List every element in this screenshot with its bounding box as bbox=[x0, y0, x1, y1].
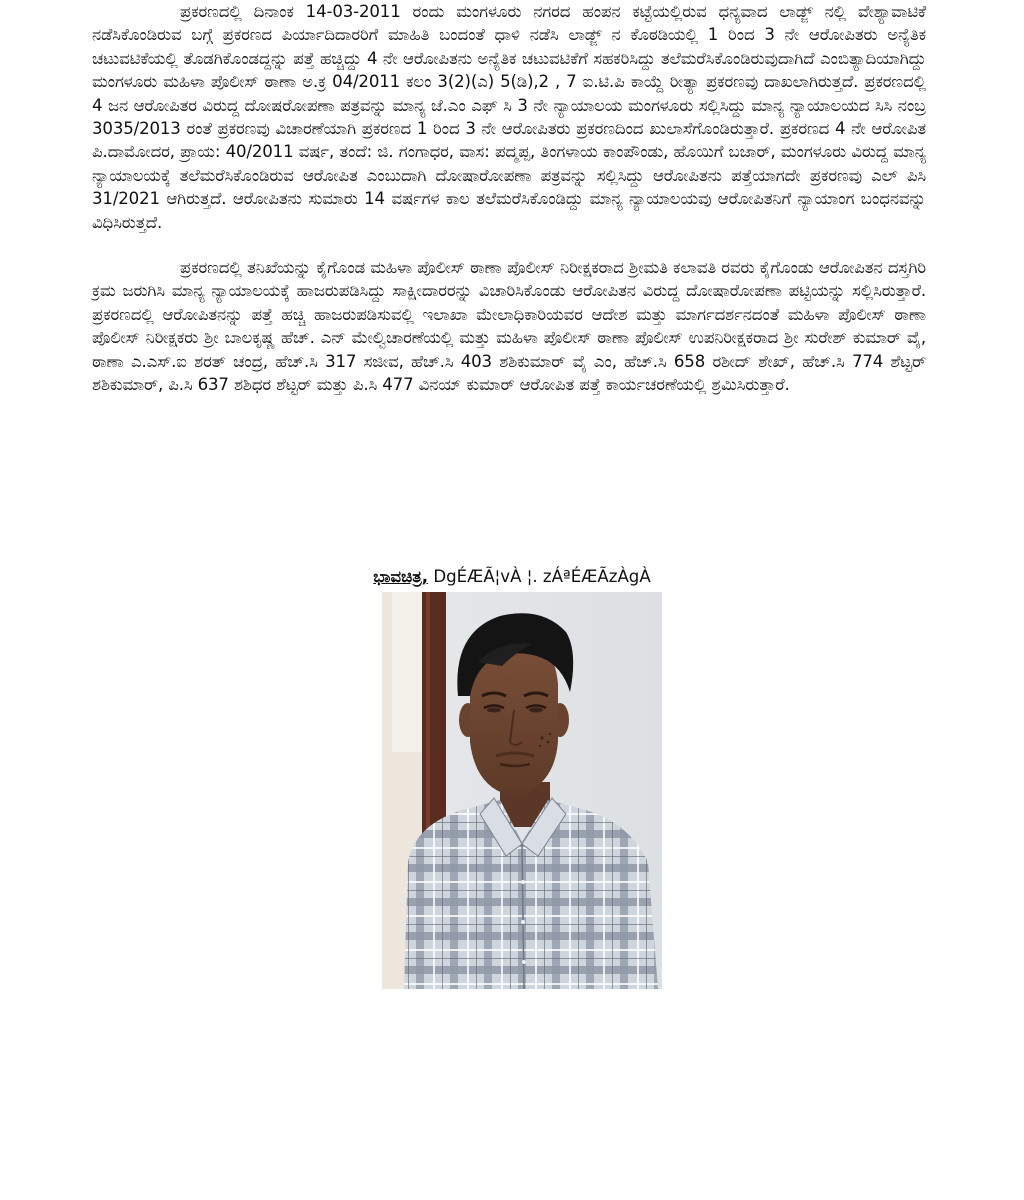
caption-title: ಭಾವಚಿತ್ರ, bbox=[373, 567, 429, 586]
accused-portrait-illustration bbox=[382, 592, 662, 989]
accused-photo bbox=[382, 592, 662, 989]
paragraph-case-details: ಪ್ರಕರಣದಲ್ಲಿ ದಿನಾಂಕ 14-03-2011 ರಂದು ಮಂಗಳೂರು ನಗರದ ಹಂಪನ ಕಟ್ಟೆಯಲ್ಲಿರುವ ಧನ್ಯವಾದ ಲಾಡ್ಜ್ ನಲ್ಲಿ ವೇಶ್ಯಾವಾಟಿಕೆ ನಡೆಸಿಕೊಂಡಿರುವ ಬಗ್ಗೆ ಪ್ರಕರಣದ ಪಿರ್ಯಾದಿದಾರರಿಗೆ ಮಾಹಿತಿ ಬಂದಂತೆ ಧಾಳಿ ನಡೆಸಿ ಲಾಡ್ಜ್ ನ ಕೊಠಡಿಯಲ್ಲಿ 1 ರಿಂದ 3 ನೇ ಆರೋಪಿತರು ಅನ್ಯೆತಿಕ ಚಟುವಟಿಕೆಯಲ್ಲಿ ತೊಡಗಿಕೊಂಡದ್ದನ್ನು ಪತ್ತೆ ಹಚ್ಚಿದ್ದು 4 ನೇ ಆರೋಪಿತನು ಅನ್ಯೆತಿಕ ಚಟುವಟಿಕೆಗೆ ಸಹಕರಿಸಿದ್ದು ತಲೆಮರೆಸಿಕೊಂಡಿರುವುದಾಗಿದೆ ಎಂಬಿತ್ಯಾದಿಯಾಗಿದ್ದು ಮಂಗಳೂರು ಮಹಿಳಾ ಪೊಲೀಸ್ ಠಾಣಾ ಅ.ಕ್ರ 04/2011 ಕಲಂ 3(2)(ಎ) 5(ಡಿ),2 , 7 ಐ.ಟಿ.ಪಿ ಕಾಯ್ದೆ ರೀತ್ಯಾ ಪ್ರಕರಣವು ದಾಖಲಾಗಿರುತ್ತದೆ. ಪ್ರಕರಣದಲ್ಲಿ 4 ಜನ ಆರೋಪಿತರ ವಿರುದ್ದ ದೋಷರೋಪಣಾ ಪತ್ರವನ್ನು ಮಾನ್ಯ ಜೆ.ಎಂ ಎಫ್ ಸಿ 3 ನೇ ನ್ಯಾಯಾಲಯ ಮಂಗಳೂರು ಸಲ್ಲಿಸಿದ್ದು ಮಾನ್ಯ ನ್ಯಾಯಾಲಯದ ಸಿಸಿ ನಂಬ್ರ 3035/2013 ರಂತೆ ಪ್ರಕರಣವು ವಿಚಾರಣೆಯಾಗಿ ಪ್ರಕರಣದ 1 ರಿಂದ 3 ನೇ ಆರೋಪಿತರು ಪ್ರಕರಣದಿಂದ ಖುಲಾಸೆಗೊಂಡಿರುತ್ತಾರೆ. ಪ್ರಕರಣದ 4 ನೇ ಆರೋಪಿತ ಪಿ.ದಾಮೋದರ, ಪ್ರಾಯ: 40/2011 ವರ್ಷ, ತಂದೆ: ಜಿ. ಗಂಗಾಧರ, ವಾಸ: ಪದ್ಮಪ್ಪ, ತಿಂಗಳಾಯ ಕಾಂಪೌಂಡು, ಹೊಯಿಗೆ ಬಜಾರ್, ಮಂಗಳೂರು ವಿರುದ್ದ ಮಾನ್ಯ ನ್ಯಾಯಾಲಯಕ್ಕೆ ತಲೆಮರೆಸಿಕೊಂಡಿರುವ ಆರೋಪಿತ ಎಂಬುದಾಗಿ ದೋಷಾರೋಪಣಾ ಪತ್ರವನ್ನು ಸಲ್ಲಿಸಿದ್ದು ಆರೋಪಿತನು ಪತ್ತೆಯಾಗದೇ ಪ್ರಕರಣವು ಎಲ್ ಪಿಸಿ 31/2021 ಆಗಿರುತ್ತದೆ. ಆರೋಪಿತನು ಸುಮಾರು 14 ವರ್ಷಗಳ ಕಾಲ ತಲೆಮರೆಸಿಕೊಂಡಿದ್ದು ಮಾನ್ಯ ನ್ಯಾಯಾಲಯವು ಆರೋಪಿತನಿಗೆ ನ್ಯಾಯಾಂಗ ಬಂಧನವನ್ನು ವಿಧಿಸಿರುತ್ತದೆ. bbox=[92, 2, 926, 232]
photo-caption bbox=[0, 566, 1024, 588]
paragraph-investigation: ಪ್ರಕರಣದಲ್ಲಿ ತನಿಖೆಯನ್ನು ಕೈಗೊಂಡ ಮಹಿಳಾ ಪೊಲೀಸ್ ಠಾಣಾ ಪೊಲೀಸ್ ನಿರೀಕ್ಷಕರಾದ ಶ್ರೀಮತಿ ಕಲಾವತಿ ರವರು ಕೈಗೊಂಡು ಆರೋಪಿತನ ದಸ್ತಗಿರಿ ಕ್ರಮ ಜರುಗಿಸಿ ಮಾನ್ಯ ನ್ಯಾಯಾಲಯಕ್ಕೆ ಹಾಜರುಪಡಿಸಿದ್ದು ಸಾಕ್ಷೀದಾರರನ್ನು ವಿಚಾರಿಸಿಕೊಂಡು ಆರೋಪಿತನ ವಿರುದ್ದ ದೋಷಾರೋಪಣಾ ಪಟ್ಟಿಯನ್ನು ಸಲ್ಲಿಸಿರುತ್ತಾರೆ. ಪ್ರಕರಣದಲ್ಲಿ ಆರೋಪಿತನನ್ನು ಪತ್ತೆ ಹಚ್ಚಿ ಹಾಜರುಪಡಿಸುವಲ್ಲಿ ಇಲಾಖಾ ಮೇಲಾಧಿಕಾರಿಯವರ ಆದೇಶ ಮತ್ತು ಮಾರ್ಗದರ್ಶನದಂತೆ ಮಹಿಳಾ ಪೊಲೀಸ್ ಠಾಣಾ ಪೊಲೀಸ್ ನಿರೀಕ್ಷಕರು ಶ್ರೀ ಬಾಲಕೃಷ್ಣ ಹೆಚ್. ಎನ್ ಮೇಲ್ವಿಚಾರಣೆಯಲ್ಲಿ ಮತ್ತು ಮಹಿಳಾ ಪೊಲೀಸ್ ಠಾಣಾ ಪೊಲೀಸ್ ಉಪನಿರೀಕ್ಷಕರಾದ ಶ್ರೀ ಸುರೇಶ್ ಕುಮಾರ್ ವೈ, ಠಾಣಾ ಎ.ಎಸ್.ಐ ಶರತ್ ಚಂದ್ರ, ಹೆಚ್.ಸಿ 317 ಸಜೀವ, ಹೆಚ್.ಸಿ 403 ಶಶಿಕುಮಾರ್ ವೈ ಎಂ, ಹೆಚ್.ಸಿ 658 ರಶೀದ್ ಶೇಖ್, ಹೆಚ್.ಸಿ 774 ಶೆಟ್ಟರ್ ಶಶಿಕುಮಾರ್, ಪಿ.ಸಿ 637 ಶಶಿಧರ ಶೆಟ್ಟರ್ ಮತ್ತು ಪಿ.ಸಿ 477 ವಿನಯ್ ಕುಮಾರ್ ಆರೋಪಿತ ಪತ್ತೆ ಕಾರ್ಯಚರಣೆಯಲ್ಲಿ ಶ್ರಮಿಸಿರುತ್ತಾರೆ. bbox=[92, 258, 926, 395]
caption-text: DgÉÆÃ¦vÀ ¦. zÁªÉÆÃzÀgÀ bbox=[433, 567, 651, 586]
document-body bbox=[92, 0, 926, 397]
